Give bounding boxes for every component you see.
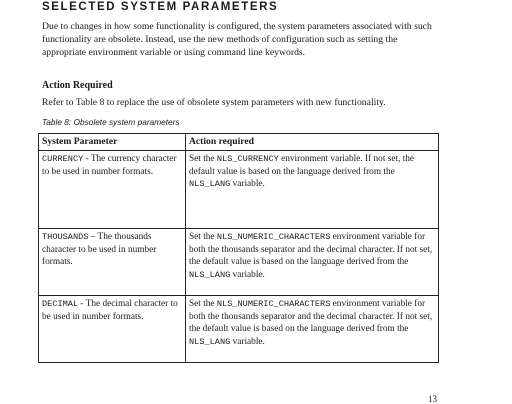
header-system-parameter: System Parameter: [39, 134, 186, 151]
table-header-row: [39, 134, 439, 151]
table-caption: Table 8: Obsolete system parameters: [42, 117, 180, 127]
system-parameter-cell: [39, 296, 186, 363]
action-required-cell: [186, 229, 439, 296]
parameter-description: – The thousands character to be used in number formats.: [42, 232, 157, 268]
action-text: variable.: [230, 179, 265, 190]
action-text: environment variable. If not set, the default value is based on the language derived from the: [189, 154, 415, 177]
action-text: Set the: [189, 299, 217, 310]
parameter-description: - The decimal character to be used in number formats.: [42, 299, 178, 322]
parameter-code: DECIMAL: [42, 299, 79, 310]
section-title: SELECTED SYSTEM PARAMETERS: [42, 1, 279, 13]
parameter-code: CURRENCY: [42, 154, 84, 165]
table-row: [39, 229, 439, 296]
action-text: variable.: [230, 269, 265, 280]
action-text: environment variable for both the thousands separator and the decimal character. If not set, the default value is based on the language derived from the: [189, 232, 433, 268]
system-parameter-cell: [39, 151, 186, 229]
action-required-cell: [186, 151, 439, 229]
intro-paragraph: Due to changes in how some functionality is configured, the system parameters associated with such functionality are obsolete. Instead, use the new methods of configuration such as setting the appropriate environment variable or using command line keywords.: [42, 21, 432, 59]
table-row: [39, 151, 439, 229]
action-code: NLS_NUMERIC_CHARACTERS: [216, 232, 331, 243]
action-code: NLS_LANG: [189, 336, 231, 347]
obsolete-parameters-table: [38, 133, 439, 363]
page-number: 13: [428, 394, 437, 404]
table-row: [39, 296, 439, 363]
action-code: NLS_CURRENCY: [216, 154, 279, 165]
action-required-cell: [186, 296, 439, 363]
system-parameter-cell: [39, 229, 186, 296]
action-code: NLS_LANG: [189, 179, 231, 190]
parameter-code: THOUSANDS: [42, 232, 89, 243]
action-required-heading: Action Required: [42, 80, 113, 91]
action-code: NLS_LANG: [189, 269, 231, 280]
action-text: variable.: [230, 336, 265, 347]
parameter-description: - The currency character to be used in number formats.: [42, 154, 177, 177]
action-text: Set the: [189, 154, 217, 165]
refer-paragraph: Refer to Table 8 to replace the use of obsolete system parameters with new functionality.: [42, 97, 386, 108]
header-action-required: Action required: [186, 134, 439, 151]
action-text: environment variable for both the thousands separator and the decimal character. If not set, the default value is based on the language derived from the: [189, 299, 433, 335]
action-text: Set the: [189, 232, 217, 243]
action-code: NLS_NUMERIC_CHARACTERS: [216, 299, 331, 310]
